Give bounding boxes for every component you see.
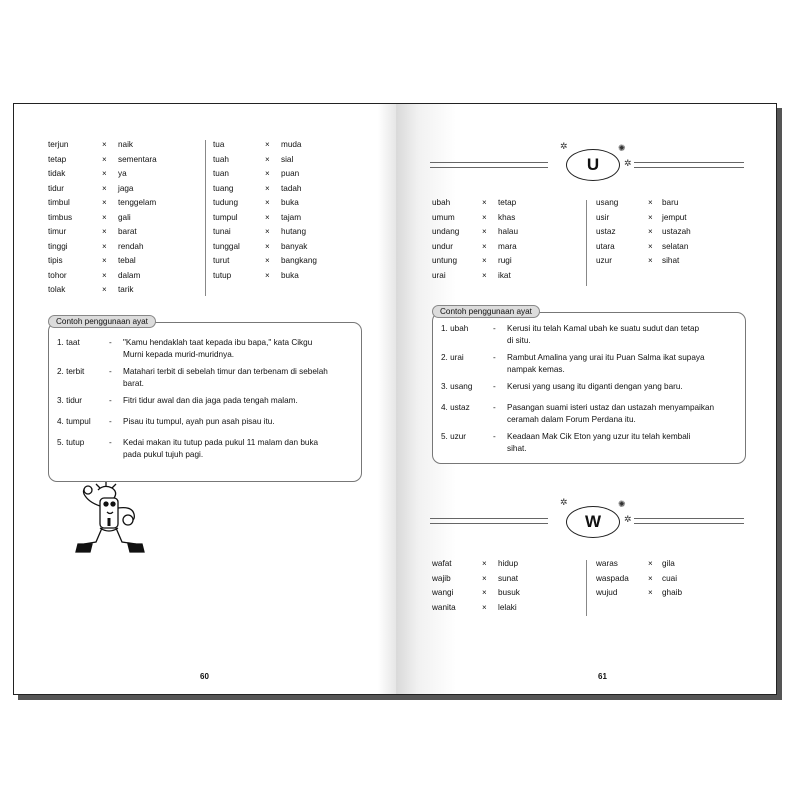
- sentence-line: sihat.: [507, 443, 527, 453]
- example-word: 4. tumpul: [57, 417, 91, 426]
- antonym: gali: [118, 212, 131, 222]
- sentence-line: Fitri tidur awal dan dia jaga pada tengah malam.: [123, 396, 298, 405]
- antonym: sementara: [118, 154, 157, 164]
- example-sentence: [441, 402, 731, 426]
- antonym: sunat: [498, 573, 519, 583]
- word: tipis: [48, 256, 63, 265]
- sentence-line: "Kamu hendaklah taat kepada ibu bapa," kata Cikgu: [123, 338, 313, 347]
- mascot-illustration: [70, 482, 150, 564]
- page-number-left: 60: [200, 672, 209, 681]
- antonym: naik: [118, 140, 134, 149]
- spark-icon: ✲: [624, 514, 632, 524]
- opposite-mark-icon: ×: [102, 241, 107, 251]
- opposite-mark-icon: ×: [102, 270, 107, 280]
- spark-icon: ✲: [624, 158, 632, 168]
- section-letter-w: W: [566, 506, 620, 538]
- dash: -: [109, 438, 112, 447]
- sentence-line: Pisau itu tumpul, ayah pun asah pisau itu.: [123, 417, 275, 426]
- column-separator: [586, 560, 587, 616]
- antonym: ustazah: [662, 227, 691, 236]
- opposite-mark-icon: ×: [482, 241, 487, 251]
- opposite-mark-icon: ×: [648, 198, 653, 207]
- spark-icon: ✲: [560, 497, 568, 507]
- sentence-line: pada pukul tujuh pagi.: [123, 449, 204, 459]
- opposite-mark-icon: ×: [265, 140, 270, 149]
- opposite-mark-icon: ×: [102, 198, 107, 207]
- example-sentence: [441, 352, 731, 376]
- opposite-mark-icon: ×: [482, 573, 487, 583]
- word: tunai: [213, 227, 231, 236]
- opposite-mark-icon: ×: [265, 169, 270, 178]
- word: tidak: [48, 169, 66, 178]
- antonym: bangkang: [281, 256, 317, 265]
- example-sentence: [57, 337, 347, 361]
- opposite-mark-icon: ×: [648, 212, 653, 222]
- word: wafat: [432, 559, 452, 568]
- word: undang: [432, 227, 460, 236]
- opposite-mark-icon: ×: [102, 212, 107, 222]
- dash: -: [109, 367, 112, 376]
- opposite-mark-icon: ×: [265, 241, 270, 251]
- left-page: [14, 104, 396, 694]
- opposite-mark-icon: ×: [265, 183, 270, 193]
- word: undur: [432, 241, 453, 251]
- spark-icon: ✺: [618, 143, 626, 153]
- opposite-mark-icon: ×: [102, 256, 107, 265]
- section-divider-w: [430, 518, 548, 524]
- spark-icon: ✲: [560, 141, 568, 151]
- opposite-mark-icon: ×: [648, 227, 653, 236]
- opposite-mark-icon: ×: [482, 227, 487, 236]
- section-divider-u-right: [634, 162, 744, 168]
- opposite-mark-icon: ×: [648, 573, 653, 583]
- sentence-line: Keadaan Mak Cik Eton yang uzur itu telah kembali: [507, 432, 691, 441]
- antonym: tetap: [498, 198, 517, 207]
- word: tetap: [48, 154, 67, 164]
- word: urai: [432, 270, 446, 280]
- word: wanita: [432, 602, 456, 612]
- opposite-mark-icon: ×: [482, 588, 487, 597]
- sentence-line: di situ.: [507, 335, 531, 345]
- examples-box-u: [432, 307, 746, 464]
- word: umum: [432, 212, 455, 222]
- opposite-mark-icon: ×: [648, 241, 653, 251]
- word: tohor: [48, 270, 67, 280]
- opposite-mark-icon: ×: [482, 559, 487, 568]
- opposite-mark-icon: ×: [265, 198, 270, 207]
- dash: -: [493, 403, 496, 412]
- example-word: 1. ubah: [441, 324, 469, 333]
- word: turut: [213, 256, 230, 265]
- opposite-mark-icon: ×: [102, 227, 107, 236]
- antonym: ikat: [498, 270, 511, 280]
- opposite-mark-icon: ×: [102, 285, 107, 294]
- antonym: sial: [281, 154, 294, 164]
- word: tuan: [213, 169, 229, 178]
- word: tinggi: [48, 241, 68, 251]
- antonym: tadah: [281, 183, 302, 193]
- word: wangi: [432, 588, 454, 597]
- word: tolak: [48, 285, 66, 294]
- word: waspada: [596, 573, 629, 583]
- example-sentence: [441, 431, 731, 455]
- word: uzur: [596, 256, 612, 265]
- column-separator: [205, 140, 206, 296]
- antonym: sihat: [662, 256, 680, 265]
- example-word: 3. tidur: [57, 396, 83, 405]
- right-page: [396, 104, 776, 694]
- sentence-line: barat.: [123, 378, 144, 388]
- word: tidur: [48, 183, 64, 193]
- sentence-line: Kerusi itu telah Kamal ubah ke suatu sudut dan tetap: [507, 324, 700, 333]
- antonym: halau: [498, 227, 519, 236]
- sentence-line: Murni kepada murid-muridnya.: [123, 349, 235, 359]
- antonym: hutang: [281, 227, 307, 236]
- word: timbus: [48, 212, 73, 222]
- antonym: lelaki: [498, 602, 517, 612]
- word: usang: [596, 198, 619, 207]
- antonym: tarik: [118, 285, 134, 294]
- examples-label: Contoh penggunaan ayat: [48, 315, 156, 328]
- example-word: 3. usang: [441, 382, 473, 391]
- word: utara: [596, 241, 615, 251]
- antonym: busuk: [498, 588, 520, 597]
- dash: -: [493, 432, 496, 441]
- word: tuang: [213, 183, 234, 193]
- sentence-line: Kerusi yang usang itu diganti dengan yang baru.: [507, 382, 683, 391]
- antonym: muda: [281, 140, 302, 149]
- examples-box-t: [48, 317, 362, 482]
- word: timbul: [48, 198, 70, 207]
- word: tunggal: [213, 241, 240, 251]
- sentence-line: Matahari terbit di sebelah timur dan terbenam di sebelah: [123, 367, 328, 376]
- opposite-mark-icon: ×: [482, 198, 487, 207]
- opposite-mark-icon: ×: [102, 140, 107, 149]
- spark-icon: ✺: [618, 499, 626, 509]
- word: waras: [596, 559, 618, 568]
- section-divider-u: [430, 162, 548, 168]
- page-number-right: 61: [598, 672, 607, 681]
- dash: -: [493, 382, 496, 391]
- opposite-mark-icon: ×: [265, 154, 270, 164]
- opposite-mark-icon: ×: [648, 559, 653, 568]
- example-word: 2. terbit: [57, 367, 85, 376]
- antonym: jaga: [118, 183, 134, 193]
- opposite-mark-icon: ×: [482, 270, 487, 280]
- antonym: cuai: [662, 573, 678, 583]
- dash: -: [109, 396, 112, 405]
- opposite-mark-icon: ×: [102, 169, 107, 178]
- antonym: tebal: [118, 256, 136, 265]
- gutter-shade: [378, 104, 396, 694]
- antonym: baru: [662, 198, 679, 207]
- antonym: rendah: [118, 241, 144, 251]
- word: wujud: [596, 588, 618, 597]
- column-separator: [586, 200, 587, 286]
- example-word: 2. urai: [441, 353, 464, 362]
- word: ustaz: [596, 227, 616, 236]
- word: usir: [596, 212, 610, 222]
- antonym: puan: [281, 169, 300, 178]
- book-spread: [13, 103, 777, 695]
- example-sentence: [57, 437, 347, 461]
- opposite-mark-icon: ×: [265, 212, 270, 222]
- antonym: ghaib: [662, 588, 683, 597]
- examples-label: Contoh penggunaan ayat: [432, 305, 540, 318]
- opposite-mark-icon: ×: [482, 212, 487, 222]
- antonym: jemput: [662, 212, 687, 222]
- word: timur: [48, 227, 67, 236]
- word: tudung: [213, 198, 239, 207]
- opposite-mark-icon: ×: [102, 183, 107, 193]
- antonym: tajam: [281, 212, 302, 222]
- sentence-line: Pasangan suami isteri ustaz dan ustazah menyampaikan: [507, 403, 715, 412]
- section-letter-u: U: [566, 149, 620, 181]
- example-word: 1. taat: [57, 338, 80, 347]
- antonym: ya: [118, 169, 127, 178]
- antonym: buka: [281, 198, 299, 207]
- opposite-mark-icon: ×: [102, 154, 107, 164]
- antonym: selatan: [662, 241, 689, 251]
- opposite-mark-icon: ×: [648, 256, 653, 265]
- dash: -: [493, 324, 496, 333]
- word: terjun: [48, 140, 69, 149]
- antonym: rugi: [498, 256, 512, 265]
- antonym: khas: [498, 212, 516, 222]
- word: tua: [213, 140, 225, 149]
- antonym: barat: [118, 227, 137, 236]
- word: ubah: [432, 198, 451, 207]
- opposite-mark-icon: ×: [265, 270, 270, 280]
- antonym: buka: [281, 270, 299, 280]
- dash: -: [109, 338, 112, 347]
- opposite-mark-icon: ×: [265, 256, 270, 265]
- sentence-line: ceramah dalam Forum Perdana itu.: [507, 414, 636, 424]
- example-word: 5. tutup: [57, 438, 85, 447]
- word: tumpul: [213, 212, 238, 222]
- sentence-line: Kedai makan itu tutup pada pukul 11 malam dan buka: [123, 438, 319, 447]
- antonym: dalam: [118, 270, 141, 280]
- dash: -: [109, 417, 112, 426]
- sentence-line: Rambut Amalina yang urai itu Puan Salma ikat supaya: [507, 353, 705, 362]
- antonym: mara: [498, 241, 517, 251]
- antonym: gila: [662, 559, 675, 568]
- word: tutup: [213, 270, 232, 280]
- example-word: 5. uzur: [441, 432, 467, 441]
- example-word: 4. ustaz: [441, 403, 470, 412]
- opposite-mark-icon: ×: [482, 256, 487, 265]
- opposite-mark-icon: ×: [482, 602, 487, 612]
- antonym: tenggelam: [118, 198, 157, 207]
- word: wajib: [432, 573, 451, 583]
- dash: -: [493, 353, 496, 362]
- antonym: hidup: [498, 559, 519, 568]
- example-sentence: [441, 323, 731, 347]
- example-sentence: [57, 366, 347, 390]
- word: untung: [432, 256, 458, 265]
- word: tuah: [213, 154, 229, 164]
- opposite-mark-icon: ×: [265, 227, 270, 236]
- opposite-mark-icon: ×: [648, 588, 653, 597]
- section-divider-w-right: [634, 518, 744, 524]
- sentence-line: nampak kemas.: [507, 364, 565, 374]
- antonym: banyak: [281, 241, 308, 251]
